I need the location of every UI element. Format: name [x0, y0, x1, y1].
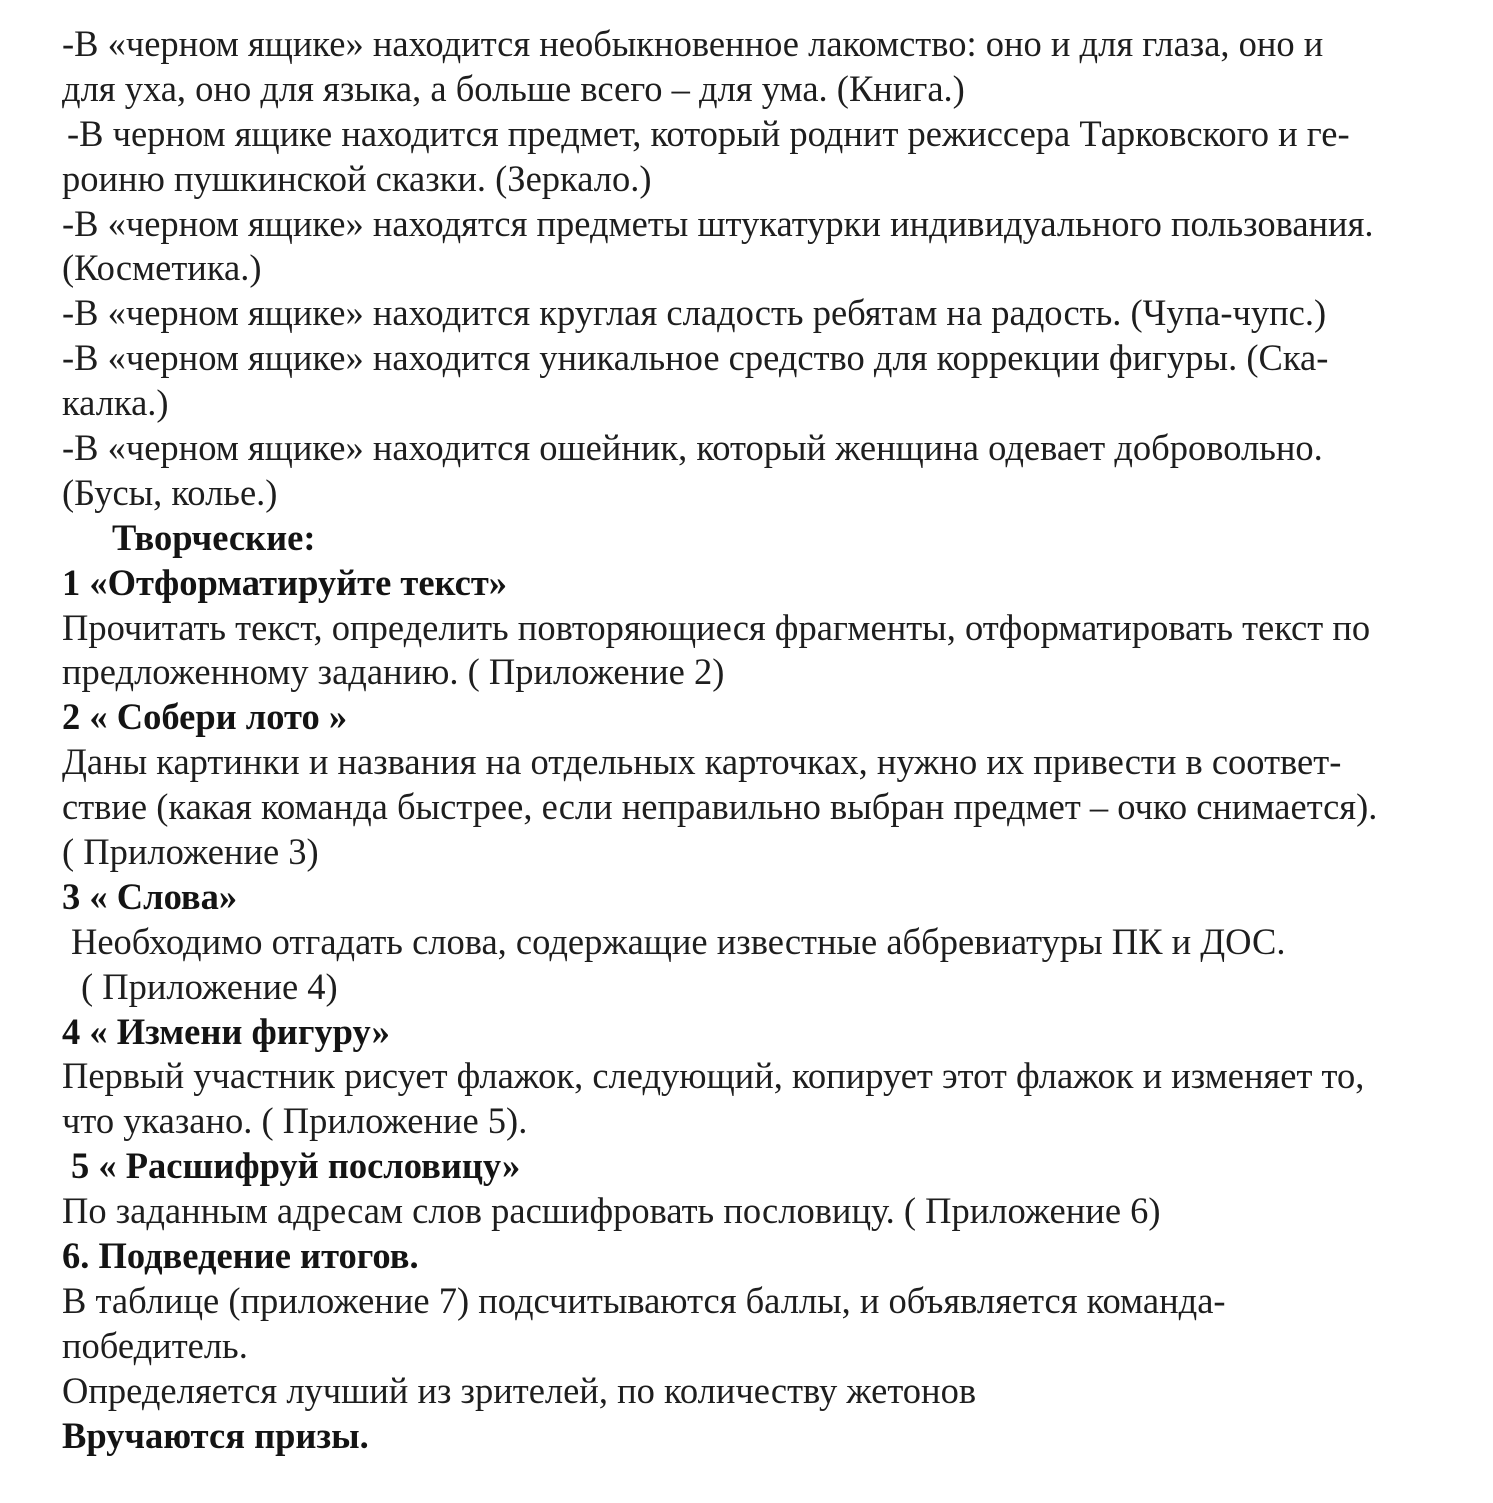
prizes-line: Вручаются призы.: [62, 1414, 369, 1456]
riddle-mirror-line-2: роиню пушкинской сказки. (Зеркало.): [62, 157, 652, 199]
task-3-heading: 3 « Слова»: [62, 875, 238, 917]
riddle-book-line-2: для уха, оно для языка, а больше всего – для ума. (Книга.): [62, 67, 965, 109]
task-1-text-line-1: Прочитать текст, определить повторяющиеся фрагменты, отформатировать текст по: [62, 606, 1371, 648]
riddle-cosmetics-line-1: -В «черном ящике» находятся предметы штукатурки индивидуального пользования.: [62, 202, 1374, 244]
task-4-text-line-2: что указано. ( Приложение 5).: [62, 1100, 528, 1142]
riddle-jumprope-line-1: -В «черном ящике» находится уникальное средство для коррекции фигуры. (Ска-: [62, 337, 1329, 379]
riddle-necklace-line-1: -В «черном ящике» находится ошейник, который женщина одевает добровольно.: [62, 427, 1323, 469]
task-5-text-line: По заданным адресам слов расшифровать пословицу. ( Приложение 6): [62, 1190, 1161, 1232]
summary-heading: 6. Подведение итогов.: [62, 1235, 419, 1277]
task-3-text-line-2: ( Приложение 4): [81, 965, 338, 1007]
riddle-cosmetics-line-2: (Косметика.): [62, 247, 262, 289]
task-4-text-line-1: Первый участник рисует флажок, следующий, копирует этот флажок и изменяет то,: [62, 1055, 1365, 1097]
creative-section-heading: Творческие:: [112, 516, 316, 558]
task-2-text-line-3: ( Приложение 3): [62, 831, 319, 873]
task-2-text-line-2: ствие (какая команда быстрее, если неправильно выбран предмет – очко снимается).: [62, 786, 1378, 828]
task-2-text-line-1: Даны картинки и названия на отдельных карточках, нужно их привести в соответ-: [62, 741, 1342, 783]
task-1-heading: 1 «Отформатируйте текст»: [62, 561, 508, 603]
riddle-jumprope-line-2: калка.): [62, 382, 169, 424]
summary-text-line-2: победитель.: [62, 1324, 248, 1366]
best-viewer-line: Определяется лучший из зрителей, по количеству жетонов: [62, 1369, 977, 1411]
summary-text-line-1: В таблице (приложение 7) подсчитываются баллы, и объявляется команда-: [62, 1279, 1226, 1321]
task-3-text-line-1: Необходимо отгадать слова, содержащие известные аббревиатуры ПК и ДОС.: [71, 920, 1286, 962]
document-page: [62, 22, 1482, 1459]
task-1-text-line-2: предложенному заданию. ( Приложение 2): [62, 651, 725, 693]
task-4-heading: 4 « Измени фигуру»: [62, 1010, 390, 1052]
riddle-book-line-1: -В «черном ящике» находится необыкновенное лакомство: оно и для глаза, оно и: [62, 23, 1324, 64]
riddle-necklace-line-2: (Бусы, колье.): [62, 471, 278, 513]
task-2-heading: 2 « Собери лото »: [62, 696, 348, 738]
riddle-mirror-line-1: -В черном ящике находится предмет, который роднит режиссера Тарковского и ге-: [67, 112, 1350, 154]
riddle-lollipop-line: -В «черном ящике» находится круглая сладость ребятам на радость. (Чупа-чупс.): [62, 292, 1327, 334]
task-5-heading: 5 « Расшифруй пословицу»: [71, 1145, 521, 1187]
